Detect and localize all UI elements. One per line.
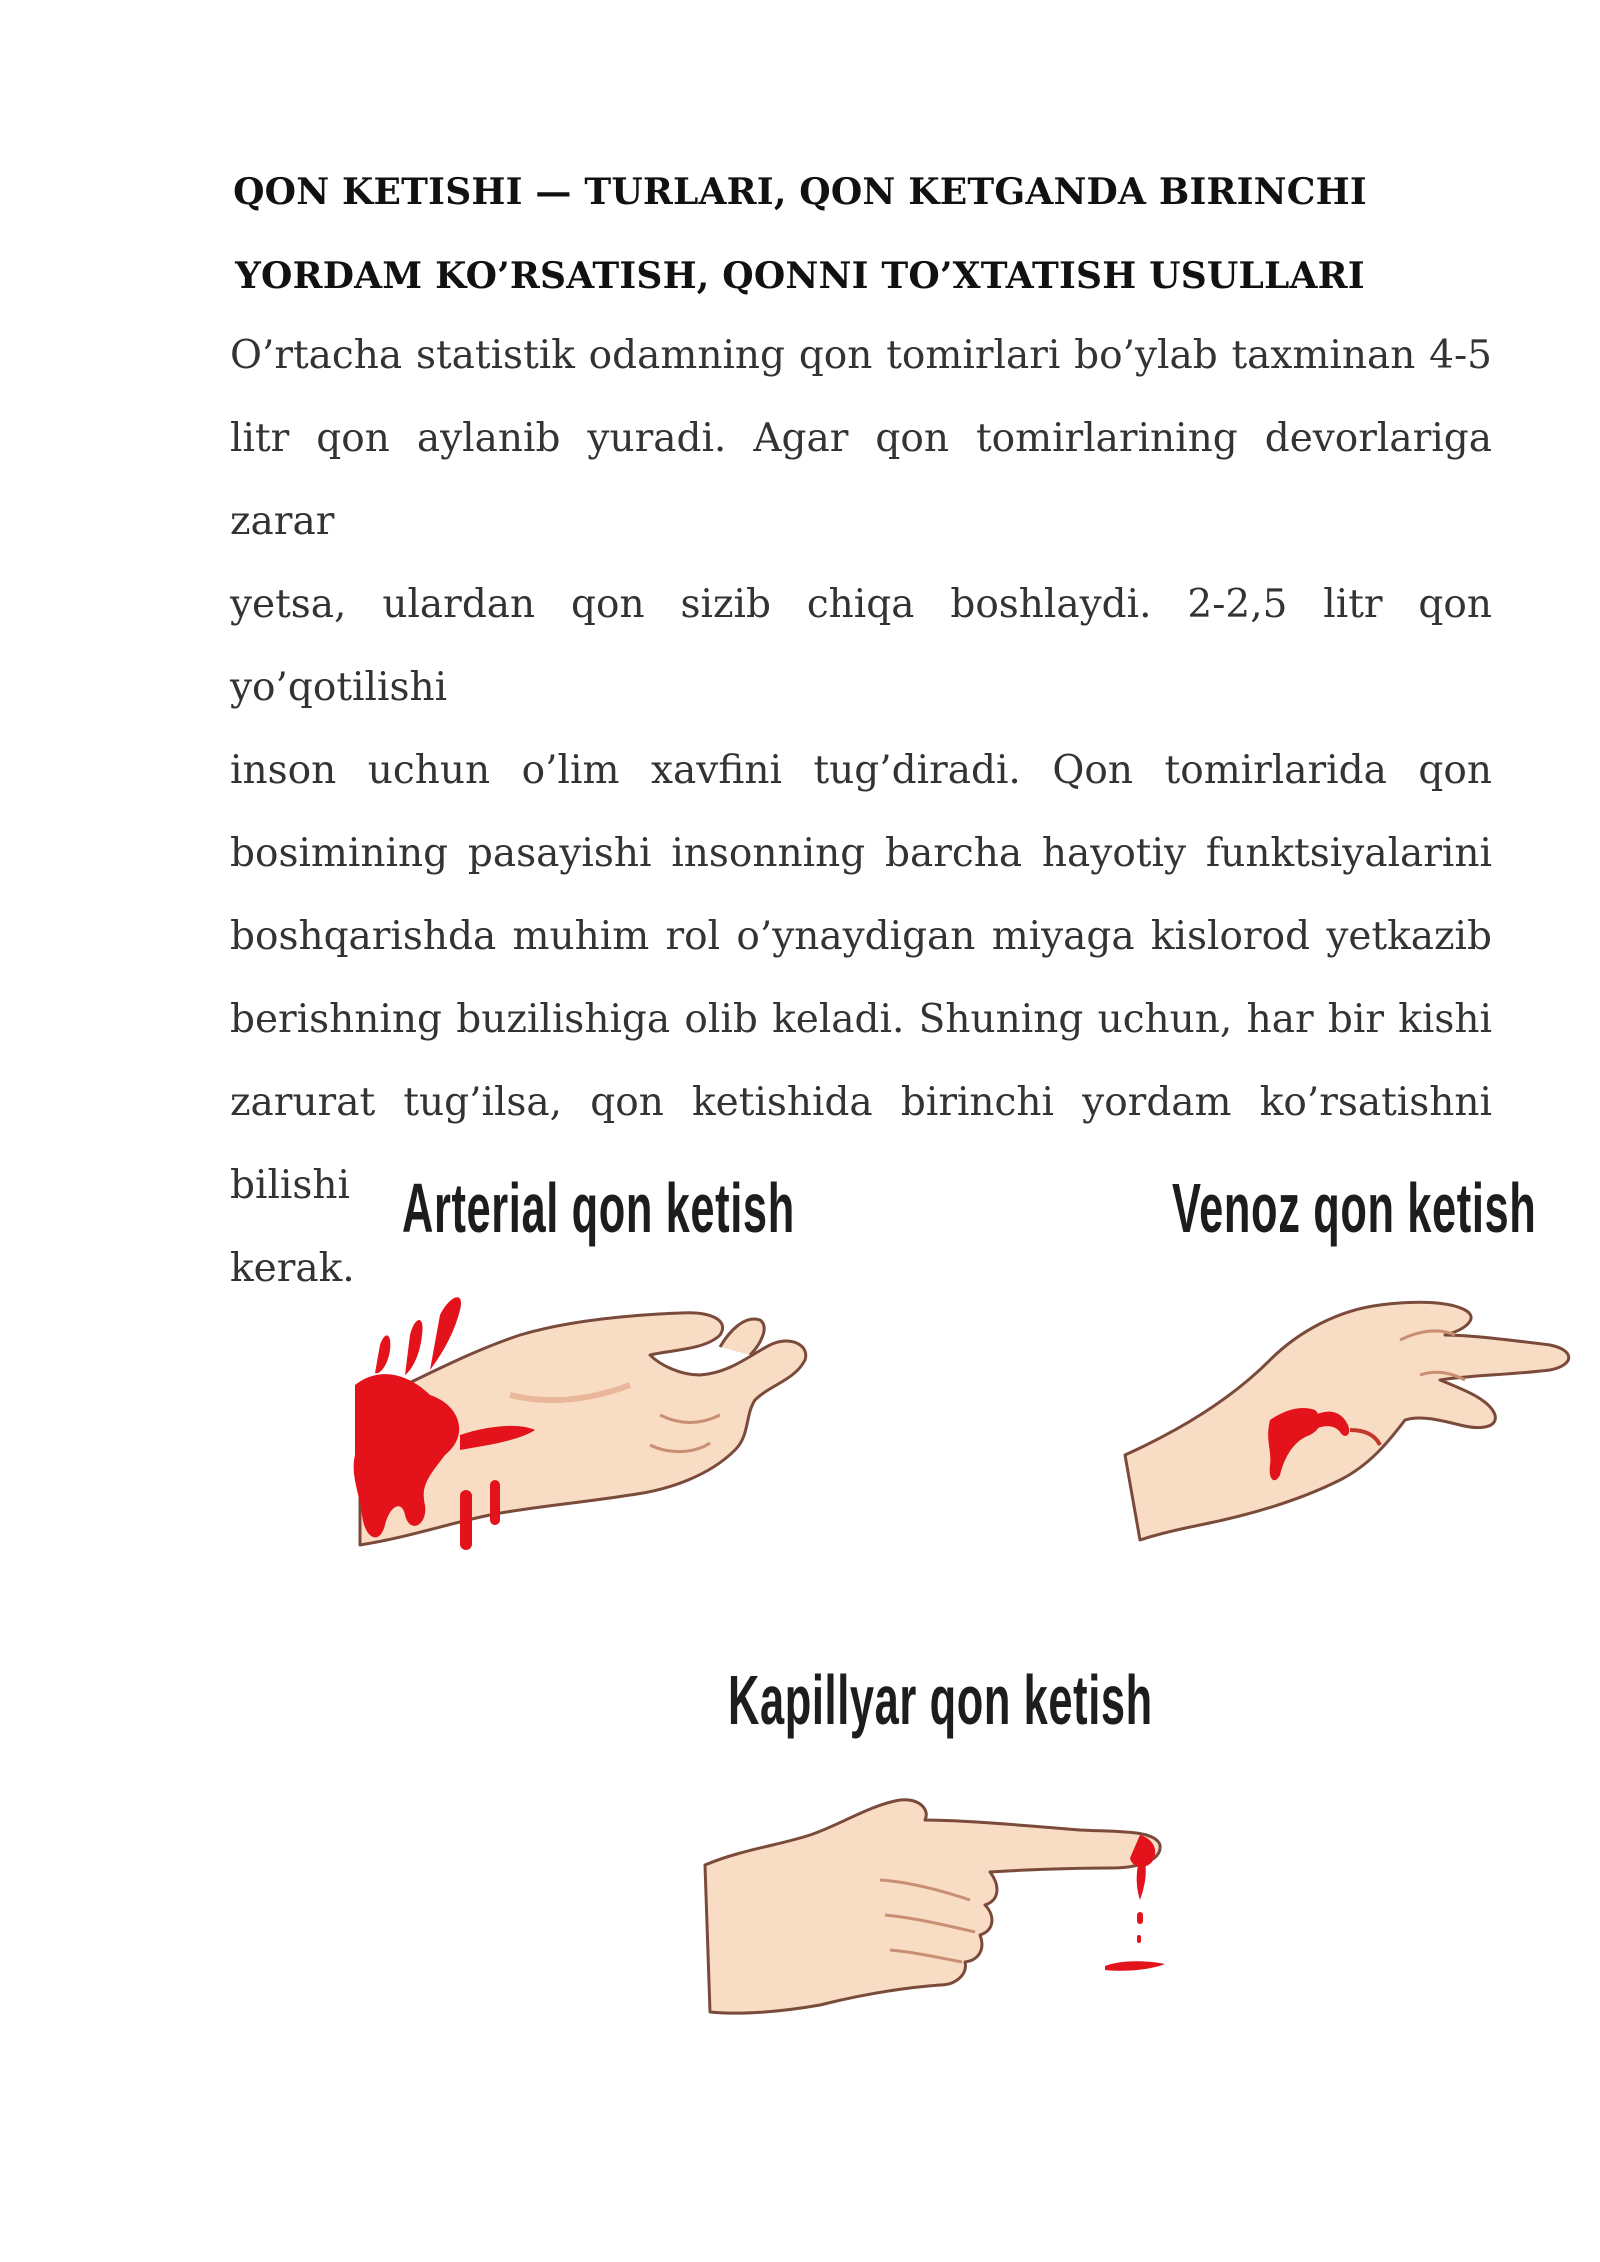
paragraph-line: O’rtacha statistik odamning qon tomirlari bo’ylab taxminan 4-5 bbox=[230, 333, 1492, 378]
paragraph-line: bosimining pasayishi insonning barcha hayotiy funktsiyalarini bbox=[230, 831, 1492, 876]
paragraph-line: litr qon aylanib yuradi. Agar qon tomirlarining devorlariga zarar bbox=[230, 416, 1492, 544]
paragraph-line: inson uchun o’lim xavfini tug’diradi. Qon tomirlarida qon bbox=[230, 748, 1492, 793]
title-line-2: YORDAM KO’RSATISH, QONNI TO’XTATISH USULLARI bbox=[235, 255, 1365, 297]
paragraph-line: zarurat tug’ilsa, qon ketishida birinchi yordam ko’rsatishni bilishi bbox=[230, 1080, 1492, 1208]
capillary-caption: Kapillyar qon ketish bbox=[728, 1661, 1153, 1739]
paragraph-line: boshqarishda muhim rol o’ynaydigan miyaga kislorod yetkazib bbox=[230, 914, 1492, 959]
capillary-bleeding-finger-icon bbox=[700, 1790, 1180, 2030]
arterial-bleeding-hand-icon bbox=[350, 1275, 850, 1575]
page-title bbox=[230, 150, 1370, 318]
title-line-1: QON KETISHI — TURLARI, QON KETGANDA BIRINCHI bbox=[233, 171, 1367, 213]
intro-paragraph bbox=[230, 314, 1492, 1310]
arterial-caption: Arterial qon ketish bbox=[402, 1169, 795, 1247]
paragraph-line: kerak. bbox=[230, 1246, 355, 1291]
venous-bleeding-hand-icon bbox=[1120, 1280, 1580, 1560]
venous-caption: Venoz qon ketish bbox=[1172, 1169, 1537, 1247]
paragraph-line: berishning buzilishiga olib keladi. Shuning uchun, har bir kishi bbox=[230, 997, 1492, 1042]
paragraph-line: yetsa, ulardan qon sizib chiqa boshlaydi. 2-2,5 litr qon yo’qotilishi bbox=[230, 582, 1492, 710]
